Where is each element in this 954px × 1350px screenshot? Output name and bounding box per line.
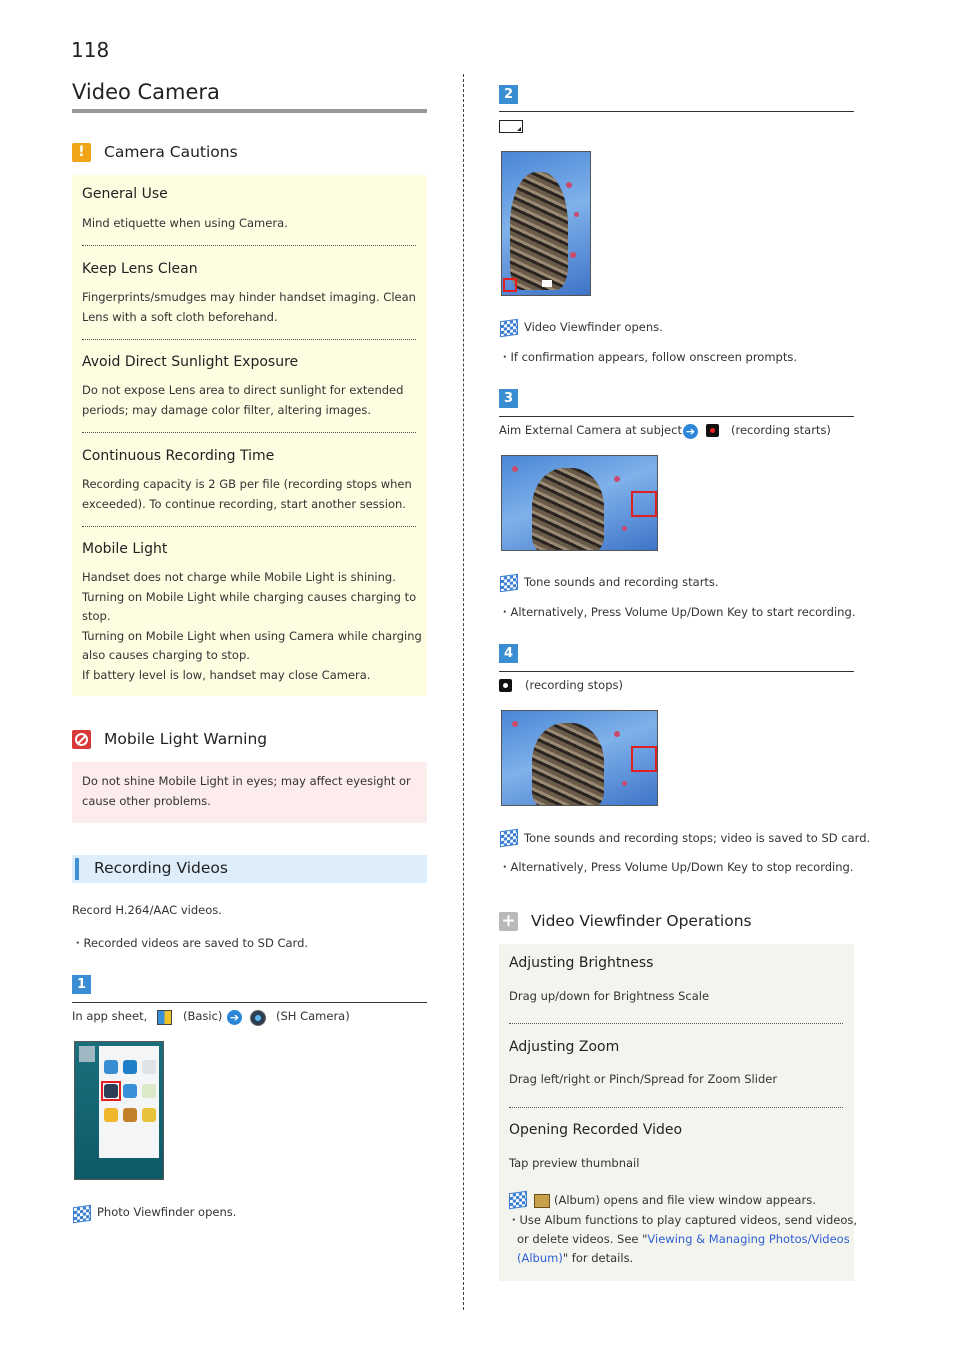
recording-note: ・Recorded videos are saved to SD Card. bbox=[72, 936, 309, 950]
app-tile bbox=[123, 1084, 137, 1098]
plus-icon: + bbox=[499, 912, 518, 931]
caution-title: Keep Lens Clean bbox=[82, 261, 198, 277]
step-2-note: ・If confirmation appears, follow onscreen prompts. bbox=[499, 350, 797, 364]
caution-icon: ! bbox=[72, 143, 91, 162]
step-4-result: Tone sounds and recording stops; video is saved to SD card. bbox=[524, 831, 871, 845]
dotted-separator bbox=[509, 1023, 843, 1024]
result-flag-icon bbox=[500, 574, 518, 593]
warning-heading: Mobile Light Warning bbox=[104, 730, 268, 748]
step-rule bbox=[72, 1002, 427, 1003]
caution-line: If battery level is low, handset may close Camera. bbox=[82, 667, 371, 682]
step-1-badge: 1 bbox=[72, 975, 91, 994]
album-result: (Album) opens and file view window appears. bbox=[554, 1193, 816, 1207]
recording-stop-screenshot bbox=[501, 710, 658, 806]
blossom bbox=[614, 731, 620, 737]
operation-body: Drag left/right or Pinch/Spread for Zoom Slider bbox=[509, 1072, 778, 1086]
highlight-box bbox=[101, 1081, 121, 1101]
app-sheet-panel bbox=[99, 1046, 159, 1158]
blossom bbox=[614, 476, 620, 482]
record-icon bbox=[706, 424, 719, 437]
video-mode-icon bbox=[499, 120, 523, 133]
step-1-camera-label: (SH Camera) bbox=[276, 1009, 350, 1023]
result-flag-icon bbox=[500, 319, 518, 338]
blossom bbox=[566, 182, 572, 188]
caution-line: Turning on Mobile Light when using Camera while charging bbox=[82, 628, 422, 643]
step-1-basic-label: (Basic) bbox=[183, 1009, 223, 1023]
dotted-separator bbox=[82, 339, 416, 340]
caution-body bbox=[82, 288, 416, 327]
highlight-box bbox=[503, 278, 517, 292]
blossom bbox=[622, 526, 627, 531]
app-tile bbox=[142, 1060, 156, 1074]
caution-body bbox=[82, 381, 403, 420]
recording-start-screenshot bbox=[501, 455, 658, 551]
highlight-box bbox=[631, 491, 657, 517]
step-1-text: In app sheet, bbox=[72, 1009, 148, 1023]
app-tile bbox=[104, 1060, 118, 1074]
app-tile bbox=[142, 1108, 156, 1122]
page-title: Video Camera bbox=[72, 80, 220, 104]
step-4-badge: 4 bbox=[499, 644, 518, 663]
sh-camera-icon bbox=[250, 1010, 266, 1026]
caution-line: Mind etiquette when using Camera. bbox=[82, 216, 288, 230]
operation-title: Adjusting Brightness bbox=[509, 955, 654, 971]
caution-body bbox=[82, 475, 412, 514]
shutter-icon bbox=[542, 280, 552, 287]
page-number: 118 bbox=[71, 38, 110, 62]
app-tile bbox=[123, 1060, 137, 1074]
album-note-text: " for details. bbox=[562, 1251, 634, 1265]
blossom bbox=[512, 466, 518, 472]
caution-line: exceeded). To continue recording, start another session. bbox=[82, 496, 406, 511]
result-flag-icon bbox=[509, 1191, 527, 1210]
arrow-right-icon: ➔ bbox=[683, 424, 698, 439]
album-note-text: or delete videos. See " bbox=[517, 1232, 648, 1246]
step-3-note: ・Alternatively, Press Volume Up/Down Key to start recording. bbox=[499, 605, 856, 619]
step-3-text: Aim External Camera at subject bbox=[499, 423, 682, 437]
album-note-line-3 bbox=[517, 1249, 633, 1269]
warning-line: Do not shine Mobile Light in eyes; may affect eyesight or bbox=[82, 774, 411, 788]
dotted-separator bbox=[82, 245, 416, 246]
step-3-post: (recording starts) bbox=[731, 423, 831, 437]
video-viewfinder-screenshot bbox=[501, 151, 591, 296]
title-rule bbox=[72, 109, 427, 113]
dotted-separator bbox=[82, 432, 416, 433]
album-link[interactable]: (Album) bbox=[517, 1251, 563, 1265]
operation-title: Opening Recorded Video bbox=[509, 1122, 683, 1138]
app-tile bbox=[104, 1108, 118, 1122]
recording-heading-bar bbox=[72, 855, 427, 883]
recording-heading: Recording Videos bbox=[94, 859, 228, 877]
step-3-result: Tone sounds and recording starts. bbox=[524, 575, 719, 589]
cat-photo bbox=[532, 468, 604, 551]
caution-line: Handset does not charge while Mobile Light is shining. bbox=[82, 570, 396, 584]
caution-title: General Use bbox=[82, 186, 168, 202]
basic-folder-icon bbox=[157, 1010, 172, 1025]
blossom bbox=[512, 721, 518, 727]
column-divider bbox=[463, 74, 464, 1310]
caution-line: also causes charging to stop. bbox=[82, 648, 250, 662]
heading-marker bbox=[75, 858, 79, 880]
cat-photo bbox=[532, 723, 604, 806]
caution-line: Do not expose Lens area to direct sunlight for extended bbox=[82, 383, 404, 397]
step-rule bbox=[499, 671, 854, 672]
album-icon bbox=[534, 1194, 550, 1208]
caution-body bbox=[82, 568, 422, 685]
result-flag-icon bbox=[500, 829, 518, 848]
album-link[interactable]: Viewing & Managing Photos/Videos bbox=[647, 1232, 850, 1246]
caution-body bbox=[82, 214, 288, 234]
blossom bbox=[570, 252, 576, 258]
step-4-note: ・Alternatively, Press Volume Up/Down Key to stop recording. bbox=[499, 860, 854, 874]
operation-title: Adjusting Zoom bbox=[509, 1039, 620, 1055]
caution-title: Avoid Direct Sunlight Exposure bbox=[82, 354, 299, 370]
caution-line: periods; may damage color filter, altering images. bbox=[82, 402, 371, 417]
step-1-result: Photo Viewfinder opens. bbox=[97, 1205, 237, 1219]
step-rule bbox=[499, 416, 854, 417]
blossom bbox=[574, 212, 579, 217]
step-2-badge: 2 bbox=[499, 85, 518, 104]
app-sheet-screenshot bbox=[74, 1041, 164, 1180]
warning-line: cause other problems. bbox=[82, 793, 211, 808]
app-tile bbox=[142, 1084, 156, 1098]
blossom bbox=[622, 781, 627, 786]
widget-tile bbox=[79, 1046, 95, 1062]
operations-heading: Video Viewfinder Operations bbox=[531, 912, 752, 930]
step-3-badge: 3 bbox=[499, 389, 518, 408]
arrow-right-icon: ➔ bbox=[227, 1010, 242, 1025]
highlight-box bbox=[631, 746, 657, 772]
cautions-box bbox=[72, 175, 427, 696]
operation-body: Drag up/down for Brightness Scale bbox=[509, 989, 710, 1003]
dotted-separator bbox=[82, 526, 416, 527]
album-note-line-1: ・Use Album functions to play captured videos, send videos, bbox=[508, 1213, 858, 1227]
caution-title: Mobile Light bbox=[82, 541, 168, 557]
result-flag-icon bbox=[73, 1205, 91, 1224]
caution-line: stop. bbox=[82, 609, 111, 623]
operations-box bbox=[499, 944, 858, 1281]
step-2-result: Video Viewfinder opens. bbox=[524, 320, 663, 334]
stop-icon bbox=[499, 679, 512, 692]
cautions-heading: Camera Cautions bbox=[104, 143, 238, 161]
warning-box bbox=[72, 762, 427, 823]
caution-title: Continuous Recording Time bbox=[82, 448, 275, 464]
prohibited-icon bbox=[72, 730, 91, 749]
recording-intro: Record H.264/AAC videos. bbox=[72, 903, 222, 917]
step-4-post: (recording stops) bbox=[525, 678, 623, 692]
cat-photo bbox=[510, 172, 568, 290]
caution-line: Lens with a soft cloth beforehand. bbox=[82, 309, 278, 324]
caution-line: Turning on Mobile Light while charging causes charging to bbox=[82, 589, 417, 604]
step-rule bbox=[499, 111, 854, 112]
operation-body: Tap preview thumbnail bbox=[509, 1156, 640, 1170]
album-note-line-2 bbox=[517, 1230, 850, 1250]
caution-line: Fingerprints/smudges may hinder handset imaging. Clean bbox=[82, 290, 416, 304]
caution-line: Recording capacity is 2 GB per file (recording stops when bbox=[82, 477, 412, 491]
app-tile bbox=[123, 1108, 137, 1122]
dotted-separator bbox=[509, 1107, 843, 1108]
warning-body bbox=[82, 772, 411, 811]
